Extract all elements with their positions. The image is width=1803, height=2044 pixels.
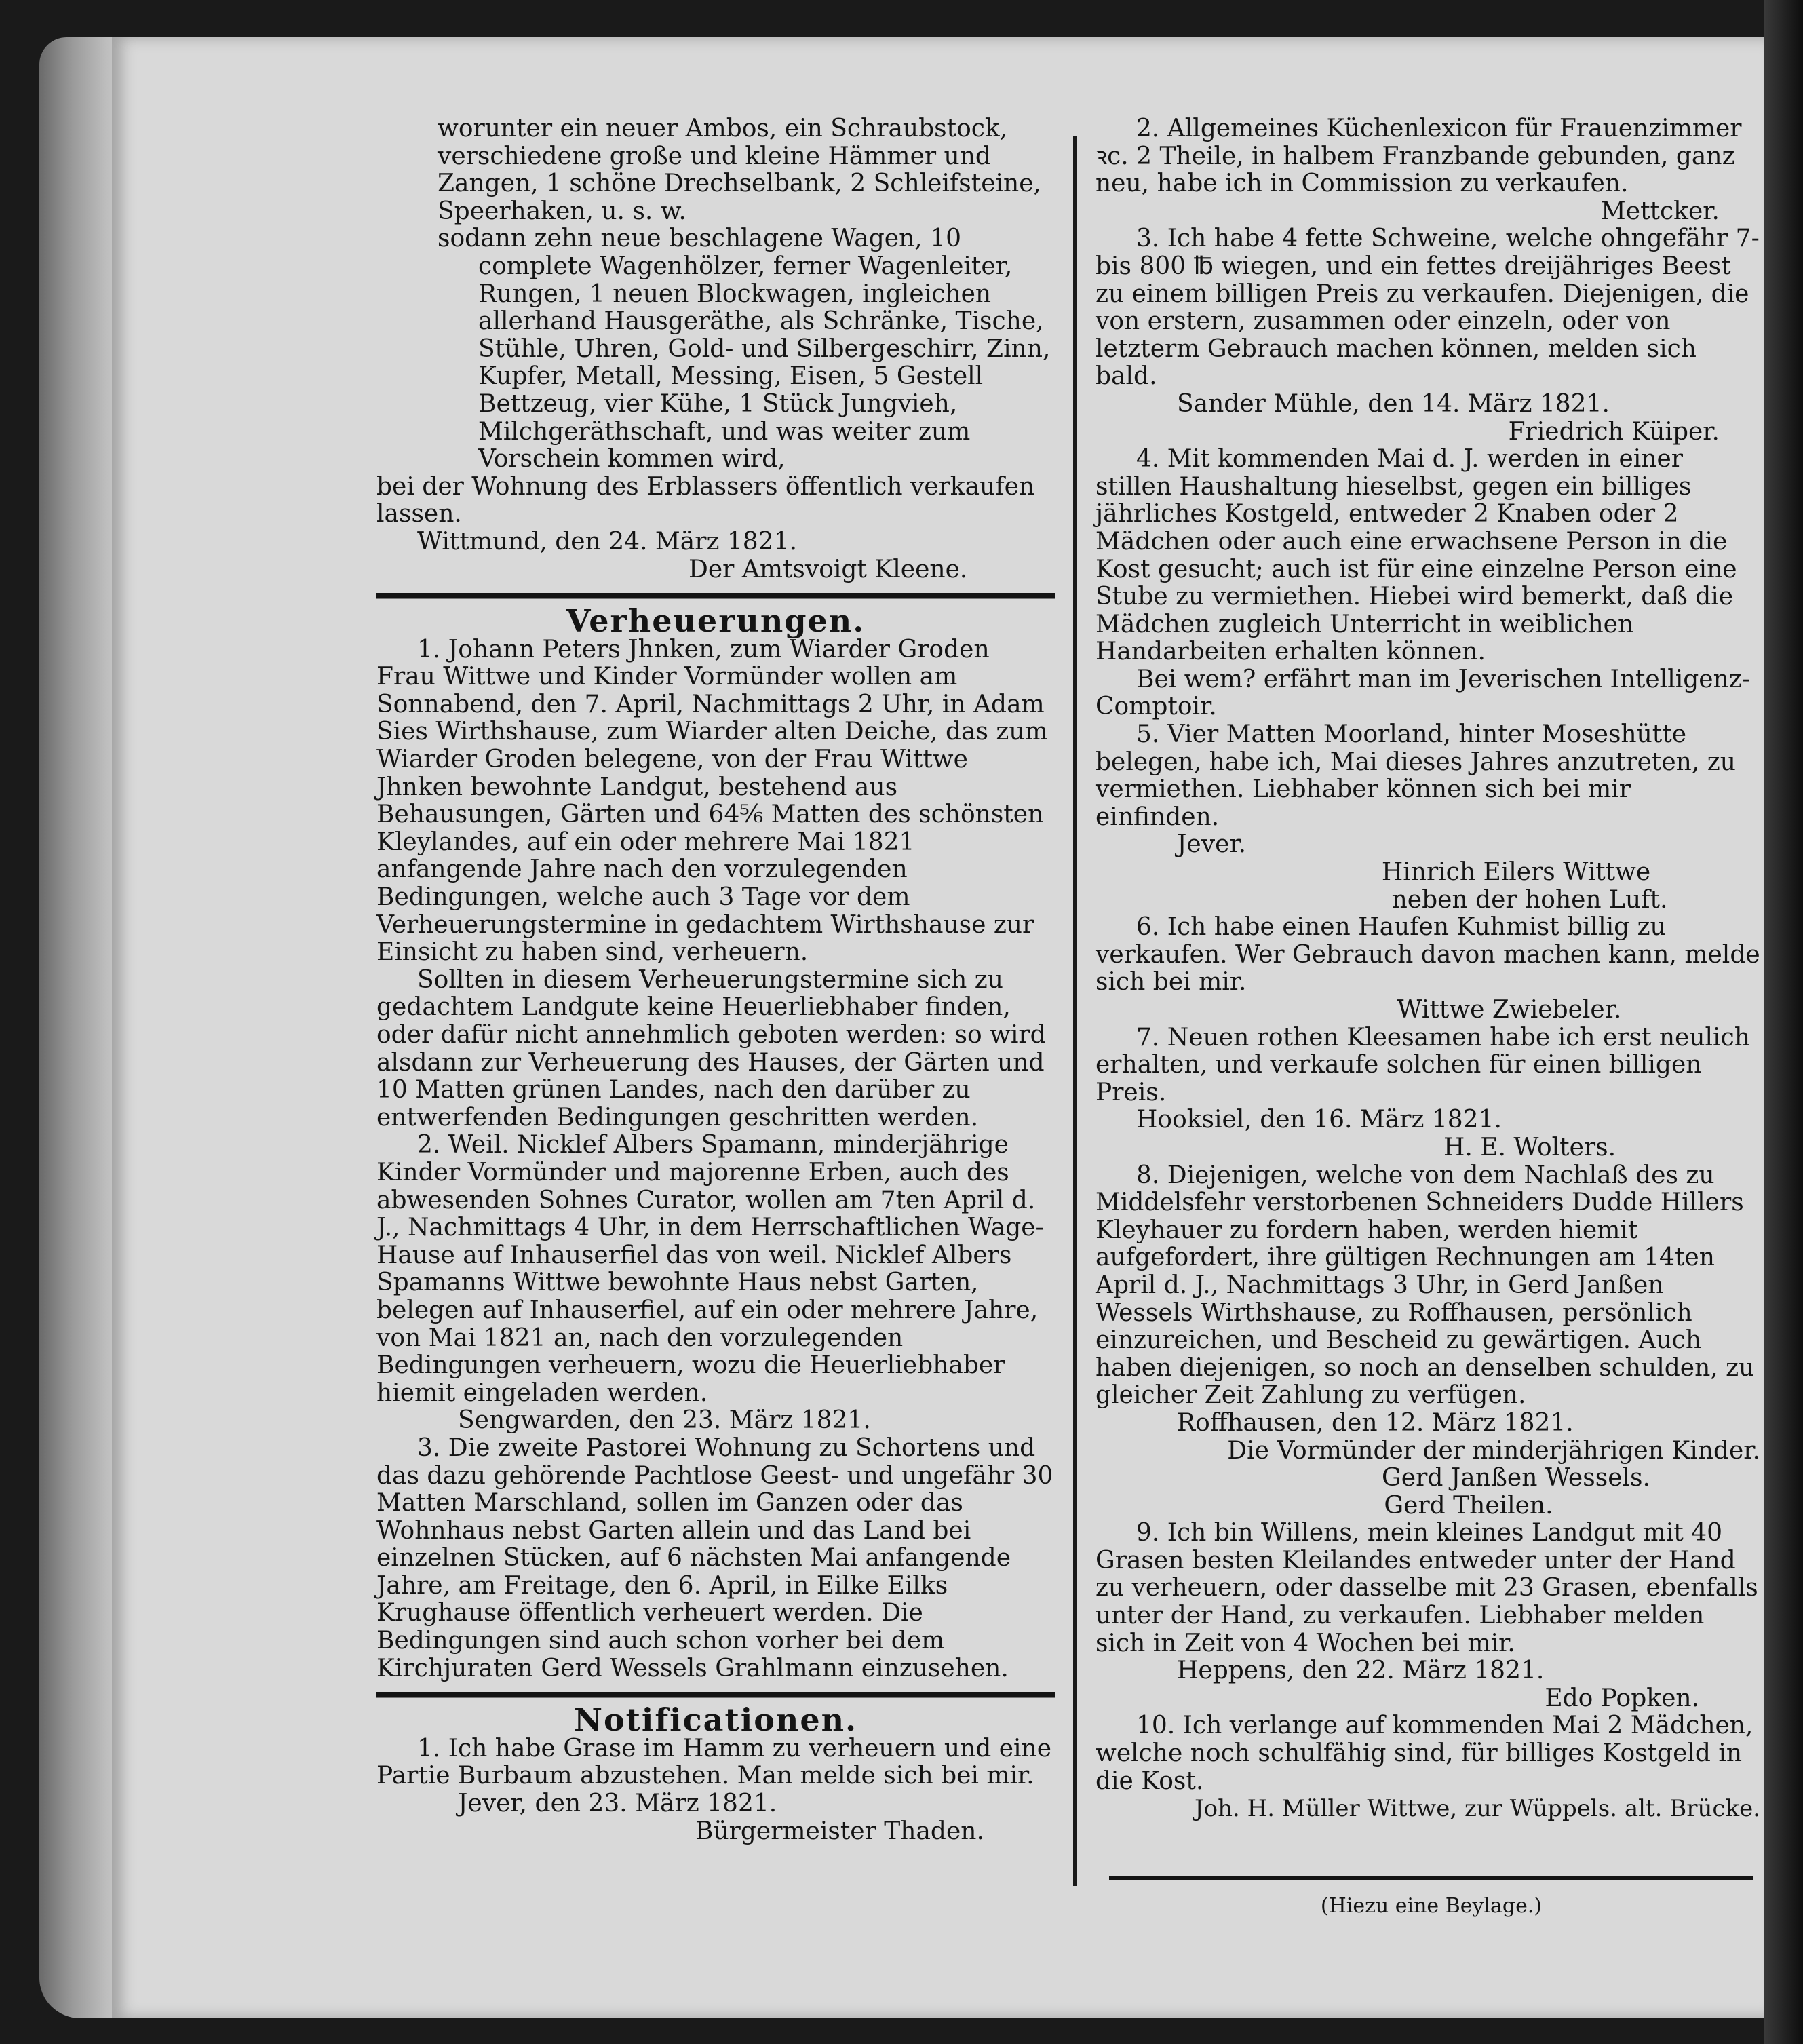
section-heading-verheuerungen: Verheuerungen. xyxy=(566,602,866,640)
notice-n1: 1. Ich habe Grase im Hamm zu verheuern und eine Partie Burbaum abzustehen. Man melde sich bei mir. xyxy=(376,1734,1051,1790)
auction-signature: Der Amtsvoigt Kleene. xyxy=(689,555,968,583)
notice-r3-signature: Friedrich Küiper. xyxy=(1508,417,1720,446)
notice-r3-date: Sander Mühle, den 14. März 1821. xyxy=(1177,389,1610,418)
notice-r9: 9. Ich bin Willens, mein kleines Landgut mit 40 Grasen besten Kleilandes entweder unter der Hand zu verheuern, oder dasselbe mit 23 Grasen, ebenfalls unter der Hand, zu verkaufen. Liebhaber melden sich in Zeit von 4 Wochen bei mir. xyxy=(1096,1519,1758,1657)
notice-r8-signature-name1: Gerd Janßen Wessels. xyxy=(1382,1464,1650,1492)
right-column xyxy=(1096,115,1760,1823)
section-divider xyxy=(376,1692,1055,1698)
book-gutter xyxy=(1764,0,1803,2044)
notice-v1-continued: Sollten in diesem Verheuerungstermine sich zu gedachtem Landgute keine Heuerliebhaber finden, oder dafür nicht annehmlich geboten werden: so wird alsdann zur Verheuerung des Hauses, der Gärten und 10 Matten grünen Landes, nach den darüber zu entwerfenden Bedingungen geschritten werden. xyxy=(376,965,1046,1132)
notice-r5-signature-address: neben der hohen Luft. xyxy=(1391,885,1668,914)
column-divider xyxy=(1073,136,1077,1886)
notice-v2: 2. Weil. Nicklef Albers Spamann, minderjährige Kinder Vormünder und majorenne Erben, auch des abwesenden Sohnes Curator, wollen am 7ten April d. J., Nachmittags 4 Uhr, in dem Herrschaftlichen Wage-Hause auf Inhauserfiel das von weil. Nicklef Albers Spamanns Wittwe bewohnte Haus nebst Garten, belegen auf Inhauserfiel, auf ein oder mehrere Jahre, von Mai 1821 an, nach den vorzulegenden Bedingungen verheuern, wozu die Heuerliebhaber hiemit eingeladen werden. xyxy=(376,1131,1044,1407)
notice-r7-date: Hooksiel, den 16. März 1821. xyxy=(1136,1106,1502,1134)
notice-r8-date: Roffhausen, den 12. März 1821. xyxy=(1177,1408,1574,1437)
notice-n1-date: Jever, den 23. März 1821. xyxy=(458,1790,777,1818)
notice-r5: 5. Vier Matten Moorland, hinter Moseshütte belegen, habe ich, Mai dieses Jahres anzutreten, zu vermiethen. Liebhaber können sich bei mir einfinden. xyxy=(1096,720,1736,831)
page-end-rule xyxy=(1109,1876,1753,1880)
auction-date: Wittmund, den 24. März 1821. xyxy=(417,527,797,556)
notice-r9-signature: Edo Popken. xyxy=(1545,1684,1699,1712)
notice-r2-signature: Mettcker. xyxy=(1600,197,1720,225)
notice-r5-place: Jever. xyxy=(1177,830,1247,859)
auction-closing: bei der Wohnung des Erblassers öffentlich verkaufen lassen. xyxy=(376,472,1035,528)
notice-r8-signature-name2: Gerd Theilen. xyxy=(1384,1491,1553,1520)
notice-r10-signature: Joh. H. Müller Wittwe, zur Wüppels. alt. Brücke. xyxy=(1195,1795,1760,1823)
notice-v1: 1. Johann Peters Jhnken, zum Wiarder Groden Frau Wittwe und Kinder Vormünder wollen am Sonnabend, den 7. April, Nachmittags 2 Uhr, in Adam Sies Wirthshause, zum Wiarder alten Deiche, das zum Wiarder Groden belegene, von der Frau Wittwe Jhnken bewohnte Landgut, bestehend aus Behausungen, Gärten und 64⁵⁄₆ Matten des schönsten Kleylandes, auf ein oder mehrere Mai 1821 anfangende Jahre nach den vorzulegenden Bedingungen, welche auch 3 Tage vor dem Verheuerungstermine in gedachtem Wirthshause zur Einsicht zu haben sind, verheuern. xyxy=(376,635,1048,967)
notice-r4: 4. Mit kommenden Mai d. J. werden in einer stillen Haushaltung hieselbst, gegen ein billiges jährliches Kostgeld, entweder 2 Knaben oder 2 Mädchen oder auch eine erwachsene Person in die Kost gesucht; auch ist für eine einzelne Person eine Stube zu vermiethen. Hiebei wird bemerkt, daß die Mädchen zugleich Unterricht in weiblichen Handarbeiten erhalten können. xyxy=(1096,445,1737,666)
notice-r6: 6. Ich habe einen Haufen Kuhmist billig zu verkaufen. Wer Gebrauch davon machen kann, melde sich bei mir. xyxy=(1096,913,1760,997)
notice-v2-date: Sengwarden, den 23. März 1821. xyxy=(458,1406,871,1435)
notice-r8: 8. Diejenigen, welche von dem Nachlaß des zu Middelsfehr verstorbenen Schneiders Dudde Hillers Kleyhauer zu fordern haben, werden hiemit aufgefordert, ihre gültigen Rechnungen am 14ten April d. J., Nachmittags 3 Uhr, in Gerd Janßen Wessels Wirthshause, zu Roffhausen, persönlich einzureichen, und Bescheid zu gewärtigen. Auch haben diejenigen, so noch an denselben schulden, zu gleicher Zeit Zahlung zu verfügen. xyxy=(1096,1161,1755,1410)
notice-r3: 3. Ich habe 4 fette Schweine, welche ohngefähr 7- bis 800 ℔ wiegen, und ein fettes dreijähriges Beest zu einem billigen Preis zu verkaufen. Diejenigen, die von erstern, zusammen oder einzeln, oder von letzterm Gebrauch machen können, melden sich bald. xyxy=(1096,225,1760,391)
notice-r7-signature: H. E. Wolters. xyxy=(1443,1133,1616,1161)
auction-items-tools: worunter ein neuer Ambos, ein Schraubstock, verschiedene große und kleine Hämmer und Zangen, 1 schöne Drechselbank, 2 Schleifsteine, Speerhaken, u. s. w. xyxy=(438,115,1041,225)
notice-v3: 3. Die zweite Pastorei Wohnung zu Schortens und das dazu gehörende Pachtlose Geest- und ungefähr 30 Matten Marschland, sollen im Ganzen oder das Wohnhaus nebst Garten allein und das Land bei einzelnen Stücken, auf 6 nächsten Mai anfangende Jahre, am Freitage, den 6. April, in Eilke Eilks Krughause öffentlich verheuert werden. Die Bedingungen sind auch schon vorher bei dem Kirchjuraten Gerd Wessels Grahlmann einzusehen. xyxy=(376,1433,1053,1682)
notice-r5-signature: Hinrich Eilers Wittwe xyxy=(1381,858,1651,887)
notice-n1-signature: Bürgermeister Thaden. xyxy=(695,1817,984,1845)
notice-r2: 2. Allgemeines Küchenlexicon für Frauenzimmer ꝛc. 2 Theile, in halbem Franzbande gebunden, ganz neu, habe ich in Commission zu verkaufen. xyxy=(1096,115,1742,198)
supplement-note: (Hiezu eine Beylage.) xyxy=(1320,1894,1543,1918)
section-divider xyxy=(376,593,1055,599)
notice-r10: 10. Ich verlange auf kommenden Mai 2 Mädchen, welche noch schulfähig sind, für billiges Kostgeld in die Kost. xyxy=(1096,1712,1753,1795)
notice-r9-date: Heppens, den 22. März 1821. xyxy=(1177,1657,1545,1685)
left-column xyxy=(376,115,1055,1845)
notice-r6-signature: Wittwe Zwiebeler. xyxy=(1397,996,1622,1024)
notice-r8-signature-guardians: Die Vormünder der minderjährigen Kinder. xyxy=(1227,1436,1760,1465)
notice-r4-continued: Bei wem? erfährt man im Jeverischen Intelligenz-Comptoir. xyxy=(1096,665,1750,721)
section-heading-notificationen: Notificationen. xyxy=(573,1701,858,1739)
auction-items-household: sodann zehn neue beschlagene Wagen, 10 complete Wagenhölzer, ferner Wagenleiter, Rungen, 1 neuen Blockwagen, ingleichen allerhand Hausgeräthe, als Schränke, Tische, Stühle, Uhren, Gold- und Silbergeschirr, Zinn, Kupfer, Metall, Messing, Eisen, 5 Gestell Bettzeug, vier Kühe, 1 Stück Jungvieh, Milchgeräthschaft, und was weiter zum Vorschein kommen wird, xyxy=(438,225,1051,474)
notice-r7: 7. Neuen rothen Kleesamen habe ich erst neulich erhalten, und verkaufe solchen für einen billigen Preis. xyxy=(1096,1023,1750,1106)
